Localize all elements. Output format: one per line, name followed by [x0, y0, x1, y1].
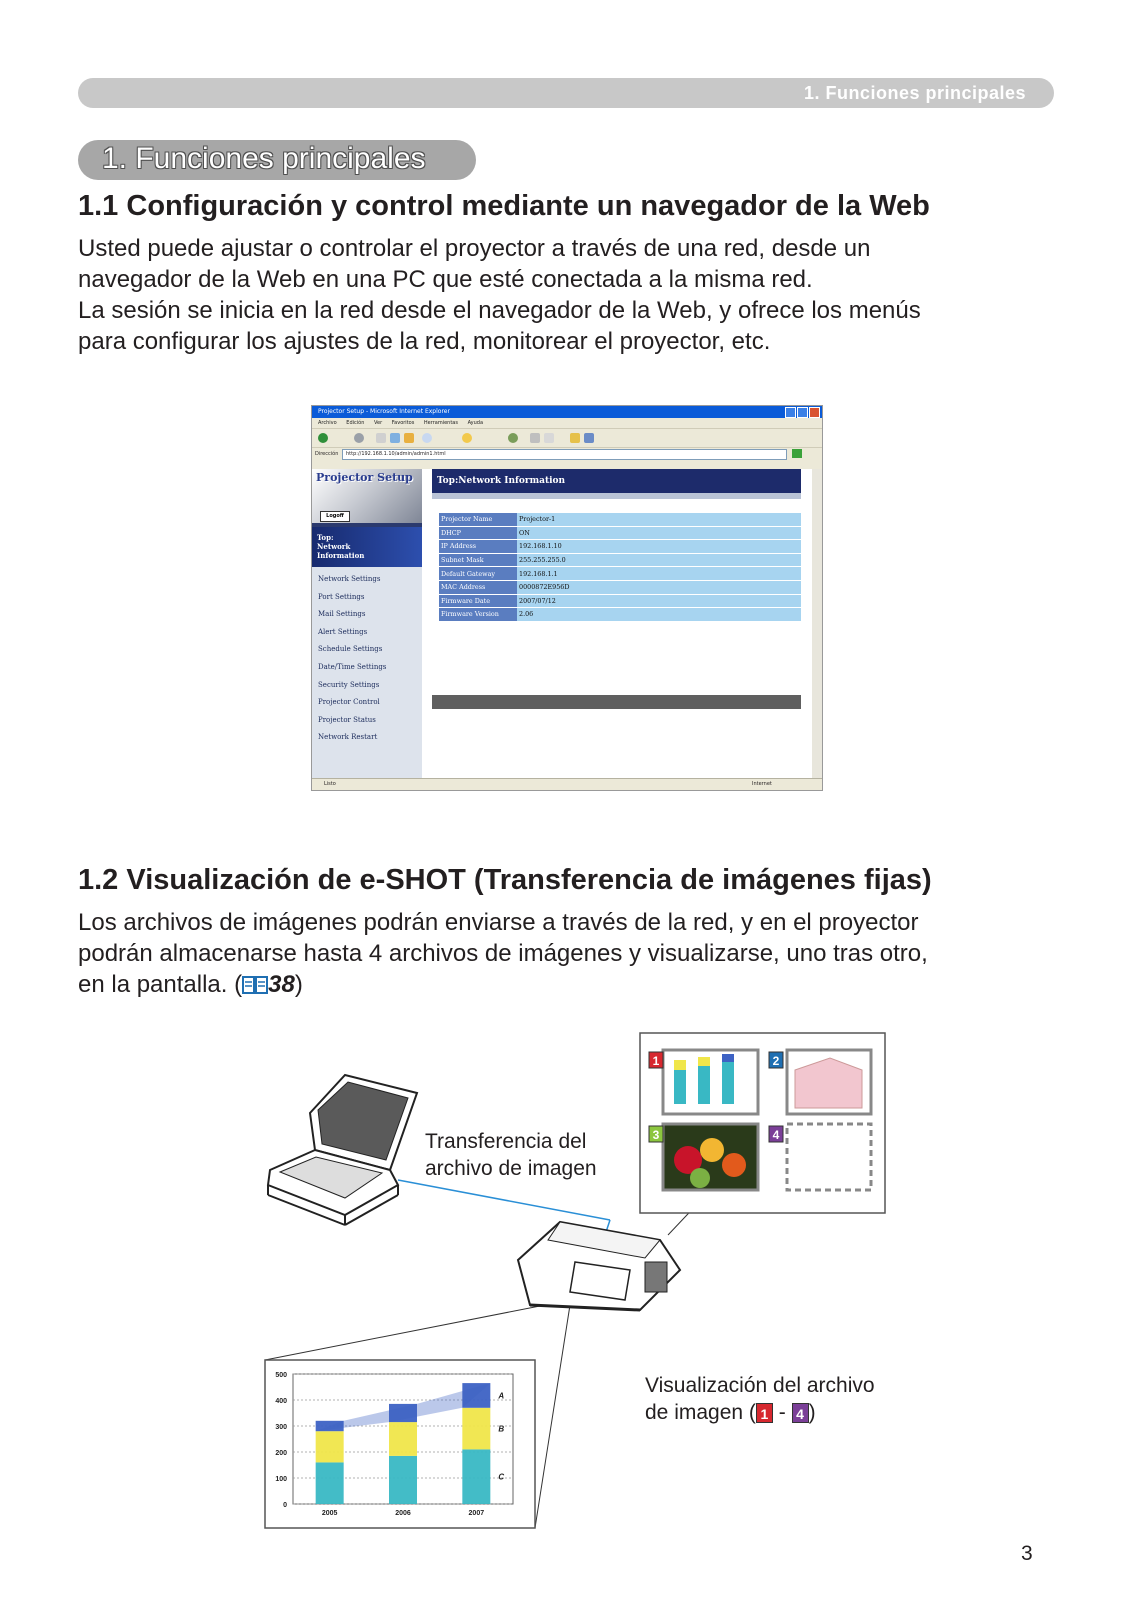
section-1-line: La sesión se inicia en la red desde el navegador de la Web, y ofrece los menús [78, 297, 921, 324]
sidebar-item-network-settings[interactable]: Network Settings [318, 575, 381, 583]
y-tick-label: 300 [275, 1424, 287, 1431]
chart-bar-segment-b [316, 1431, 344, 1462]
x-tick-label: 2006 [395, 1510, 411, 1517]
menu-favoritos[interactable]: Favoritos [391, 420, 415, 426]
browser-window-title: Projector Setup - Microsoft Internet Explorer [318, 408, 450, 415]
sidebar-item-port-settings[interactable]: Port Settings [318, 592, 365, 601]
table-value: 255.255.255.0 [517, 553, 801, 567]
slot-4-empty [787, 1124, 871, 1190]
section-1-line: navegador de la Web en una PC que esté conectada a la misma red. [78, 266, 813, 293]
slot-badge-2: 2 [772, 1054, 780, 1068]
section-2-line: Los archivos de imágenes podrán enviarse a través de la red, y en el proyector [78, 909, 919, 936]
display-label-sep: - [772, 1401, 792, 1424]
projected-chart [265, 1360, 535, 1528]
slot-badge-4: 4 [772, 1128, 780, 1142]
section-2-line3-prefix: en la pantalla. ( [78, 971, 243, 998]
section-2-heading: 1.2 Visualización de e-SHOT (Transferencia de imágenes fijas) [78, 864, 932, 896]
network-cable [398, 1180, 610, 1220]
y-tick-label: 0 [283, 1502, 287, 1509]
menu-archivo[interactable]: Archivo [318, 420, 337, 426]
table-key: Subnet Mask [439, 553, 517, 567]
chart-bar-segment-b [462, 1408, 490, 1450]
menu-ver[interactable]: Ver [373, 420, 383, 426]
series-label: B [498, 1424, 505, 1434]
projector-ports [645, 1262, 667, 1292]
page-title: Top:Network Information [432, 469, 801, 493]
table-value: Projector-1 [517, 513, 801, 526]
table-key: Default Gateway [439, 567, 517, 581]
display-label-suffix: ) [808, 1401, 816, 1424]
sidebar-active-line: Top: [317, 533, 334, 542]
table-key: Firmware Date [439, 594, 517, 608]
chart-bar-segment-c [316, 1462, 344, 1504]
transfer-label-line: Transferencia del [425, 1130, 587, 1153]
transfer-label-line: archivo de imagen [425, 1157, 597, 1180]
projection-line [535, 1305, 570, 1528]
projection-line [265, 1305, 545, 1360]
menu-edicion[interactable]: Edición [346, 420, 365, 426]
table-key: Firmware Version [439, 608, 517, 622]
page-number: 3 [1021, 1542, 1033, 1565]
sidebar-item-projector-control[interactable]: Projector Control [318, 698, 380, 707]
section-2-line3-suffix: ) [294, 971, 303, 998]
sidebar-item-network-restart[interactable]: Network Restart [318, 733, 378, 742]
slot-badge-3: 3 [652, 1128, 660, 1142]
address-input[interactable]: http://192.168.1.10/admin/admin1.html [342, 449, 787, 460]
section-1-heading: 1.1 Configuración y control mediante un navegador de la Web [78, 190, 930, 222]
sidebar-item-mail-settings[interactable]: Mail Settings [318, 610, 366, 619]
badge-1: 1 [756, 1403, 773, 1423]
x-tick-label: 2007 [468, 1510, 485, 1517]
sidebar-item-projector-status[interactable]: Projector Status [318, 715, 376, 724]
series-label: A [498, 1391, 505, 1401]
sidebar-item-alert-settings[interactable]: Alert Settings [318, 627, 368, 636]
address-label: Dirección [315, 451, 339, 457]
table-value: 2.06 [517, 608, 801, 622]
x-tick-label: 2005 [321, 1510, 338, 1517]
chapter-title: 1. Funciones principales [102, 142, 426, 175]
sidebar-item-date-time-settings[interactable]: Date/Time Settings [318, 662, 387, 671]
section-1-line: Usted puede ajustar o controlar el proyector a través de una red, desde un [78, 235, 871, 262]
status-zone: Internet [752, 781, 772, 787]
y-tick-label: 200 [275, 1450, 287, 1457]
series-label: C [498, 1472, 505, 1482]
y-tick-label: 500 [275, 1372, 287, 1379]
projector-illustration [518, 1222, 680, 1310]
sidebar-item-schedule-settings[interactable]: Schedule Settings [318, 645, 383, 654]
chart-bar-segment-c [462, 1449, 490, 1504]
running-header-title: 1. Funciones principales [803, 83, 1026, 103]
section-2-line: podrán almacenarse hasta 4 archivos de imágenes y visualizarse, uno tras otro, [78, 940, 928, 967]
table-key: IP Address [439, 540, 517, 554]
display-label-prefix: de imagen ( [645, 1401, 756, 1424]
y-tick-label: 100 [275, 1476, 287, 1483]
section-1-line: para configurar los ajustes de la red, monitorear el proyector, etc. [78, 328, 771, 355]
table-value: 0000872E956D [517, 580, 801, 594]
badge-4: 4 [792, 1403, 809, 1423]
logo-text: Projector Setup [316, 471, 413, 484]
stored-images-panel [640, 1033, 885, 1213]
y-tick-label: 400 [275, 1398, 287, 1405]
slot-badge-1: 1 [652, 1054, 660, 1068]
table-value: 192.168.1.10 [517, 540, 801, 554]
display-label-line-2 [645, 1399, 875, 1426]
sidebar-active-line: Network [317, 542, 351, 551]
logoff-button[interactable]: Logoff [320, 511, 350, 522]
status-text: Listo [324, 781, 336, 787]
sidebar-item-security-settings[interactable]: Security Settings [318, 680, 380, 689]
display-label [645, 1372, 875, 1426]
table-value: 192.168.1.1 [517, 567, 801, 581]
menu-herramientas[interactable]: Herramientas [423, 420, 458, 426]
chart-bar-segment-c [389, 1456, 417, 1504]
table-value: ON [517, 526, 801, 540]
laptop-illustration [268, 1075, 417, 1225]
page-reference[interactable]: 38 [268, 971, 295, 998]
table-key: MAC Address [439, 580, 517, 594]
table-key: Projector Name [439, 513, 517, 526]
chart-bar-segment-b [389, 1422, 417, 1456]
menu-ayuda[interactable]: Ayuda [467, 420, 484, 426]
sidebar-active-line: Information [317, 551, 365, 560]
table-value: 2007/07/12 [517, 594, 801, 608]
table-key: DHCP [439, 526, 517, 540]
display-label-line-1: Visualización del archivo [645, 1374, 875, 1397]
transfer-label [425, 1128, 597, 1182]
